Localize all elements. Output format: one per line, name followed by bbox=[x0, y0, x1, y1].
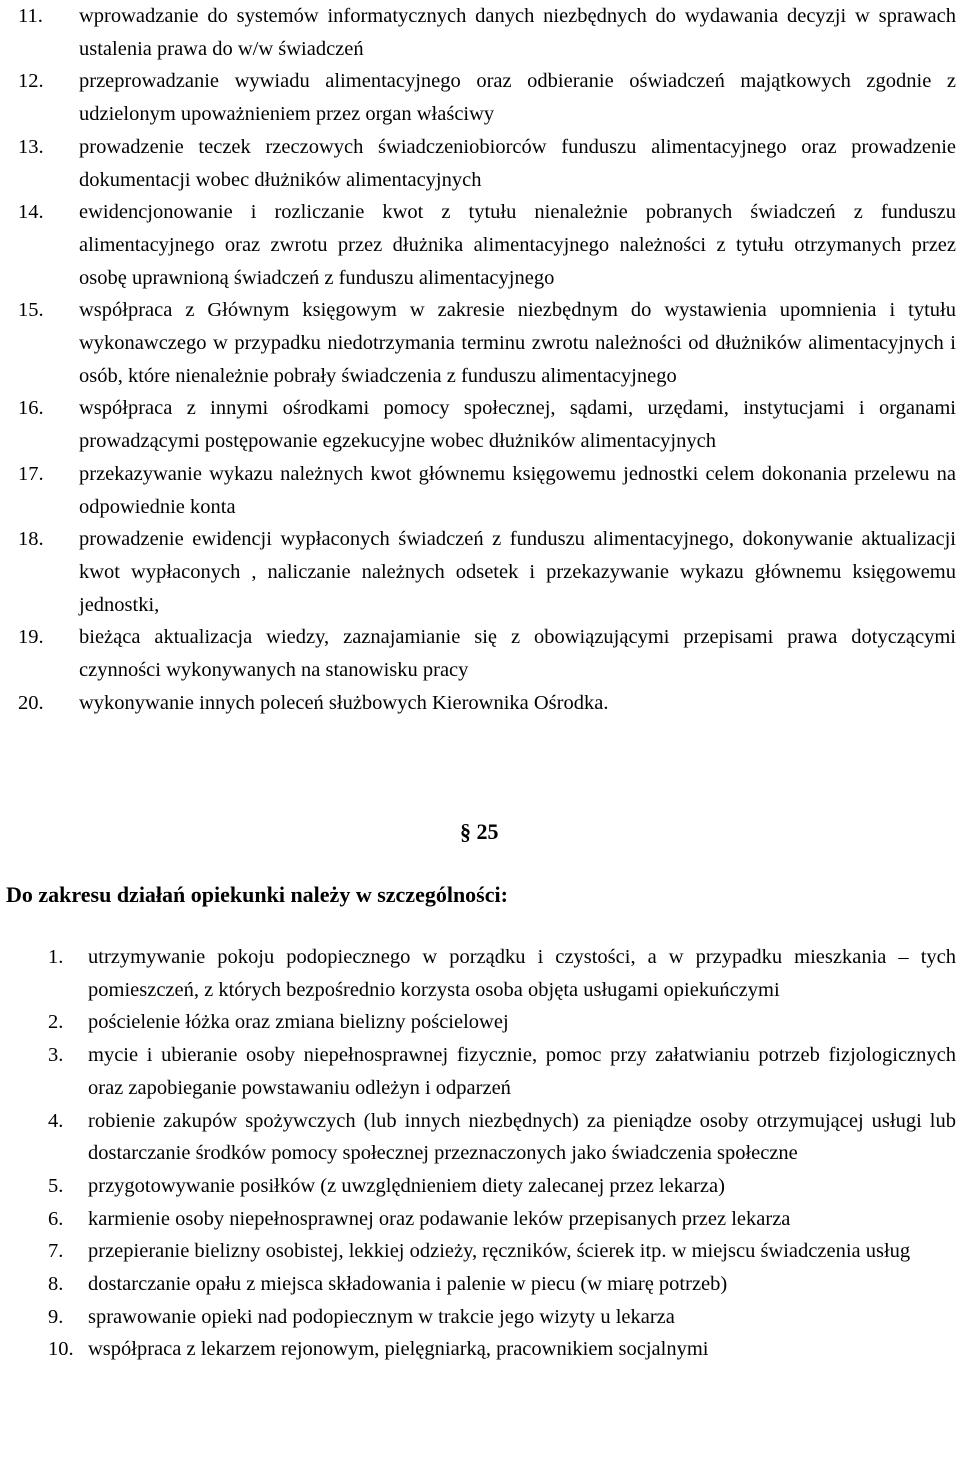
list-item bbox=[48, 1333, 956, 1366]
list-item-text: wprowadzanie do systemów informatycznych danych niezbędnych do wydawania decyzji w sprawach ustalenia prawa do w/w świadczeń bbox=[79, 5, 956, 60]
list-item-number: 19. bbox=[18, 626, 44, 649]
list-item bbox=[48, 1039, 956, 1104]
list-item bbox=[48, 1006, 956, 1039]
list-item-text: przepieranie bielizny osobistej, lekkiej odzieży, ręczników, ścierek itp. w miejscu świadczenia usług bbox=[88, 1240, 911, 1263]
list-item bbox=[18, 621, 956, 686]
list-item bbox=[18, 0, 956, 65]
list-item bbox=[18, 294, 956, 392]
list-item-number: 7. bbox=[48, 1240, 64, 1263]
list-item bbox=[18, 65, 956, 130]
list-item bbox=[48, 1170, 956, 1203]
list-item-number: 15. bbox=[18, 299, 44, 322]
section-sign: § 25 bbox=[460, 819, 499, 844]
list-item-number: 11. bbox=[18, 5, 43, 27]
list-item-text: współpraca z lekarzem rejonowym, pielęgniarką, pracownikiem socjalnymi bbox=[88, 1338, 709, 1361]
list-item-text: przygotowywanie posiłków (z uwzględnieniem diety zalecanej przez lekarza) bbox=[88, 1174, 725, 1197]
list-item-text: robienie zakupów spożywczych (lub innych niezbędnych) za pieniądze osoby otrzymującej usługi lub dostarczanie środków pomocy społecznej przeznaczonych jako świadczenia społeczne bbox=[88, 1109, 956, 1165]
list-item-text: mycie i ubieranie osoby niepełnosprawnej fizycznie, pomoc przy załatwianiu potrzeb fizjologicznych oraz zapobieganie powstawaniu odleżyn i odparzeń bbox=[88, 1044, 956, 1099]
list-item-number: 6. bbox=[48, 1207, 64, 1230]
list-item bbox=[18, 131, 956, 196]
list-item-number: 8. bbox=[48, 1273, 64, 1296]
list-item bbox=[18, 523, 956, 621]
list-item-number: 3. bbox=[48, 1044, 64, 1067]
list-item bbox=[48, 1105, 956, 1170]
list-item-number: 12. bbox=[18, 70, 44, 93]
list-item-text: przeprowadzanie wywiadu alimentacyjnego oraz odbieranie oświadczeń majątkowych zgodnie z udzielonym upoważnieniem przez organ właściwy bbox=[79, 70, 956, 126]
list-item-text: ewidencjonowanie i rozliczanie kwot z tytułu nienależnie pobranych świadczeń z funduszu alimentacyjnego oraz zwrotu przez dłużnika alimentacyjnego należności z tytułu otrzymanych przez osobę uprawnioną świadczeń z funduszu alimentacyjnego bbox=[79, 201, 956, 289]
list-item bbox=[48, 1203, 956, 1236]
list-item-text: wykonywanie innych poleceń służbowych Kierownika Ośrodka. bbox=[79, 691, 609, 714]
list-item-number: 9. bbox=[48, 1305, 64, 1328]
list-item-text: przekazywanie wykazu należnych kwot głównemu księgowemu jednostki celem dokonania przelewu na odpowiednie konta bbox=[79, 462, 956, 518]
list-item-number: 17. bbox=[18, 462, 44, 485]
list-item-text: bieżąca aktualizacja wiedzy, zaznajamianie się z obowiązującymi przepisami prawa dotyczącymi czynności wykonywanych na stanowisku pracy bbox=[79, 626, 956, 682]
list-item bbox=[18, 392, 956, 457]
list-item bbox=[18, 196, 956, 294]
list-item-text: prowadzenie teczek rzeczowych świadczeniobiorców funduszu alimentacyjnego oraz prowadzenie dokumentacji wobec dłużników alimentacyjnych bbox=[79, 135, 956, 191]
list-item bbox=[48, 1235, 956, 1268]
list-item-number: 2. bbox=[48, 1011, 64, 1034]
list-item-text: współpraca z innymi ośrodkami pomocy społecznej, sądami, urzędami, instytucjami i organami prowadzącymi postępowanie egzekucyjne wobec dłużników alimentacyjnych bbox=[79, 397, 956, 453]
list-item-number: 13. bbox=[18, 135, 44, 158]
list-item-text: współpraca z Głównym księgowym w zakresie niezbędnym do wystawienia upomnienia i tytułu wykonawczego w przypadku niedotrzymania terminu zwrotu należności od dłużników alimentacyjnych i osób, które nienależnie pobrały świadczenia z funduszu alimentacyjnego bbox=[79, 299, 956, 387]
list-item-number: 4. bbox=[48, 1109, 64, 1132]
list-item bbox=[48, 1268, 956, 1301]
list-item-number: 10. bbox=[48, 1338, 74, 1361]
list-item bbox=[18, 687, 956, 720]
list-item-number: 1. bbox=[48, 946, 64, 968]
list-item-text: sprawowanie opieki nad podopiecznym w trakcie jego wizyty u lekarza bbox=[88, 1305, 675, 1328]
list-item bbox=[18, 458, 956, 523]
list-item-text: karmienie osoby niepełnosprawnej oraz podawanie leków przepisanych przez lekarza bbox=[88, 1207, 791, 1230]
list-item-number: 5. bbox=[48, 1174, 64, 1197]
list-item-text: dostarczanie opału z miejsca składowania i palenie w piecu (w miarę potrzeb) bbox=[88, 1273, 728, 1296]
list-item-number: 18. bbox=[18, 528, 44, 551]
list-item-number: 16. bbox=[18, 397, 44, 420]
list-item-text: prowadzenie ewidencji wypłaconych świadczeń z funduszu alimentacyjnego, dokonywanie aktualizacji kwot wypłaconych , naliczanie należnych odsetek i przekazywanie wykazu głównemu księgowemu jednostki, bbox=[79, 528, 956, 616]
list-item bbox=[48, 1301, 956, 1334]
list-item-number: 14. bbox=[18, 201, 44, 224]
list-item-text: utrzymywanie pokoju podopiecznego w porządku i czystości, a w przypadku mieszkania – tych pomieszczeń, z których bezpośrednio korzysta osoba objęta usługami opiekuńczymi bbox=[88, 946, 956, 1001]
list-item-number: 20. bbox=[18, 691, 44, 714]
numbered-list-continued bbox=[18, 0, 956, 719]
numbered-list-duties bbox=[48, 941, 956, 1366]
list-item-text: pościelenie łóżka oraz zmiana bielizny pościelowej bbox=[88, 1011, 509, 1034]
list-item bbox=[48, 941, 956, 1006]
section-heading: Do zakresu działań opiekunki należy w szczególności: bbox=[6, 882, 508, 907]
